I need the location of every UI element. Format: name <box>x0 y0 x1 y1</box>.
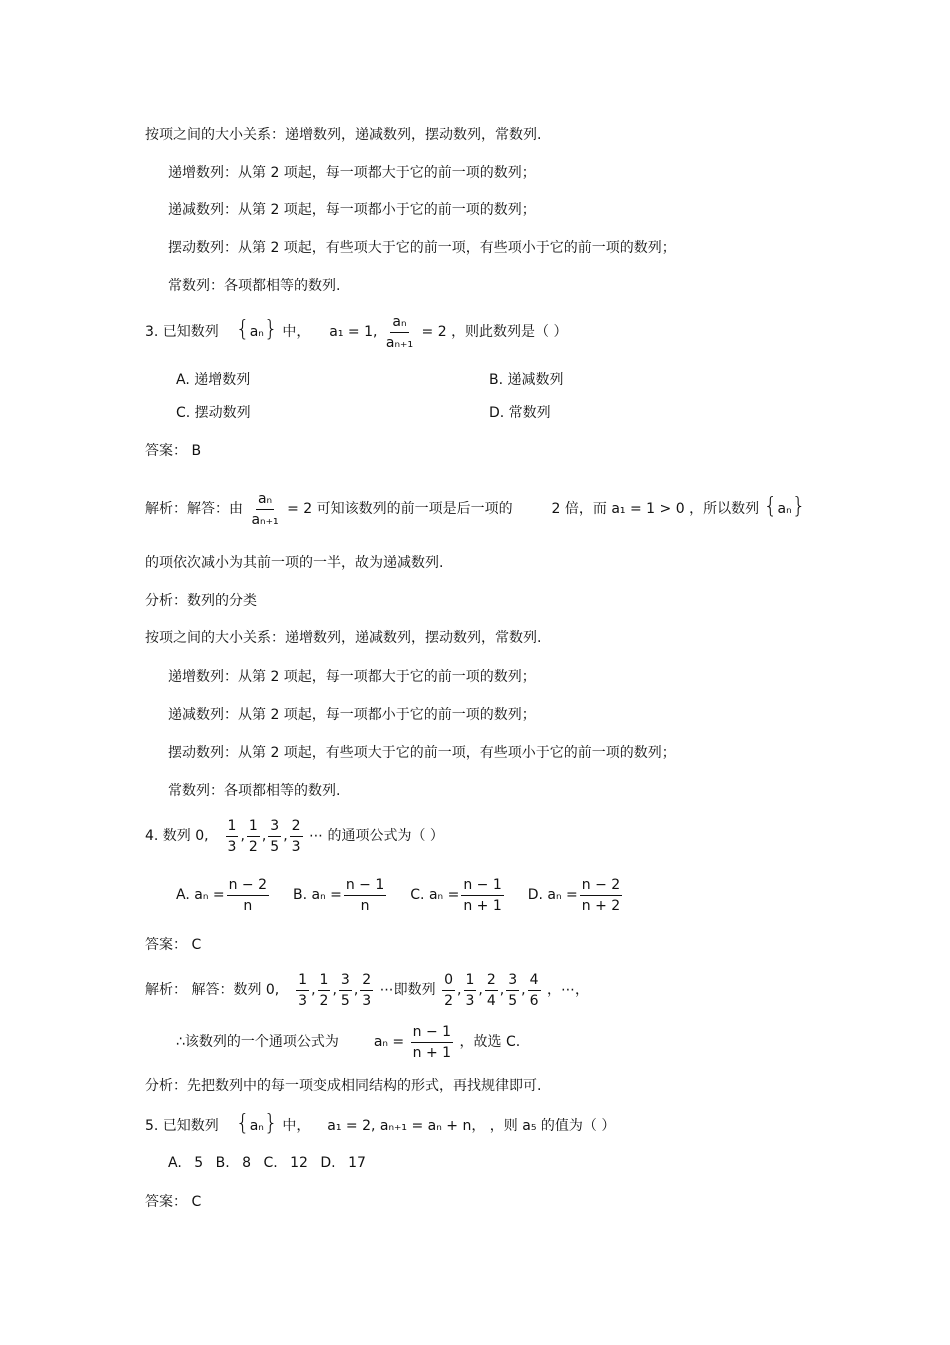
q4-prefix: 4. 数列 0, <box>145 828 209 844</box>
q4-ana-fraction-b-den: 2 <box>444 992 454 1009</box>
q4-option-fraction <box>344 875 386 916</box>
q3-option-d: D. 常数列 <box>489 405 551 421</box>
question-4 <box>145 814 444 858</box>
q4-ana-fraction-b-den: 5 <box>508 992 518 1009</box>
q4-option-lhs: aₙ = <box>194 887 225 903</box>
comma: , <box>311 982 316 998</box>
q3-cond: a₁ = 1, <box>329 324 378 340</box>
classification-line-2: 按项之间的大小关系：递增数列，递减数列，摆动数列，常数列. <box>145 630 542 646</box>
q4-ana-fraction-den: 3 <box>298 992 308 1009</box>
q4-fraction-den: 3 <box>291 838 301 855</box>
comma: , <box>499 982 505 998</box>
question-3 <box>145 310 568 353</box>
q4-ana-fraction-num: 2 <box>360 970 373 991</box>
q4-ana-fraction <box>318 970 331 1011</box>
q3-ana-frac-den: aₙ₊₁ <box>251 511 279 528</box>
q3-analysis <box>145 487 806 530</box>
q4-option-label: B. <box>293 887 312 903</box>
q4-answer: 答案： C <box>145 937 202 953</box>
q4-ana-fraction-b-num: 4 <box>528 970 541 991</box>
q4-ana-fraction-b-num: 1 <box>464 970 477 991</box>
comma: , <box>240 828 245 844</box>
q4-option-fraction <box>227 875 269 916</box>
brace-open: { <box>235 1111 250 1136</box>
q4-analysis <box>145 968 589 1012</box>
brace-close: } <box>263 1111 278 1136</box>
comma: , <box>261 828 267 844</box>
q4-option-list <box>176 876 646 914</box>
q4-ana-fraction-den: 5 <box>340 992 350 1009</box>
q4-ana-prefix: 解析： 解答：数列 0, <box>145 982 280 998</box>
q4-ana-fraction-b <box>528 970 541 1011</box>
q4-option-fraction-den: n + 1 <box>463 897 502 914</box>
q5-prefix: 5. 已知数列 <box>145 1118 219 1134</box>
q4-fraction <box>290 816 303 857</box>
brace-close: } <box>791 494 806 519</box>
q4-fraction-den: 3 <box>227 838 237 855</box>
comma: , <box>457 982 462 998</box>
comma: , <box>332 982 337 998</box>
q5-mid: 中， <box>282 1118 311 1134</box>
increasing-def-2: 递增数列：从第 2 项起，每一项都大于它的前一项的数列； <box>168 669 536 685</box>
q4-option-fraction-num: n − 1 <box>461 875 503 896</box>
q4-ana-tail: ，⋯， <box>547 982 589 998</box>
q5-options: A. 5 B. 8 C. 12 D. 17 <box>168 1155 366 1171</box>
q4-fraction <box>247 816 260 857</box>
q4-option-fraction-den: n <box>360 897 370 914</box>
q4-ana-fraction-list <box>294 971 375 1009</box>
q4-suffix: ⋯ 的通项公式为（ ） <box>309 828 444 844</box>
q3-mid: 中， <box>282 324 311 340</box>
q4-option-fraction-den: n + 2 <box>581 897 621 914</box>
seq-symbol: aₙ <box>249 1118 264 1134</box>
q4-ana-fraction-b-num: 2 <box>485 970 498 991</box>
q4-fraction-num: 2 <box>290 816 303 837</box>
q4-t-lhs: aₙ = <box>373 1034 405 1050</box>
q4-fenxi: 分析：先把数列中的每一项变成相同结构的形式，再找规律即可. <box>145 1078 542 1094</box>
q4-fraction-list <box>224 817 305 855</box>
q4-fraction-den: 5 <box>270 838 280 855</box>
q4-option-fraction <box>461 875 503 916</box>
q4-fraction <box>268 816 281 857</box>
q3-option-c: C. 摆动数列 <box>176 405 251 421</box>
q4-option-fraction <box>580 875 622 916</box>
q3-ana-cond: a₁ = 1 > 0 <box>611 501 685 517</box>
q4-ana-mid: ⋯即数列 <box>379 982 436 998</box>
q4-fraction-num: 3 <box>268 816 281 837</box>
constant-def-2: 常数列：各项都相等的数列. <box>168 783 341 799</box>
q4-ana-fraction-b-num: 0 <box>442 970 455 991</box>
q4-ana-fraction-den: 3 <box>362 992 372 1009</box>
q4-ana-fraction-num: 1 <box>296 970 309 991</box>
q3-option-b: B. 递减数列 <box>489 372 564 388</box>
q4-option-lhs: aₙ = <box>547 887 578 903</box>
q4-fraction-num: 1 <box>247 816 260 837</box>
q4-option-lhs: aₙ = <box>428 887 460 903</box>
q4-ana-fraction <box>360 970 373 1011</box>
q4-ana-fraction-b <box>464 970 477 1011</box>
q3-analysis-line2: 的项依次减小为其前一项的一半，故为递减数列. <box>145 555 444 571</box>
q3-fraction <box>384 312 415 353</box>
q3-prefix: 3. 已知数列 <box>145 324 219 340</box>
q4-option-label: A. <box>176 887 195 903</box>
q4-therefore-line <box>176 1020 520 1064</box>
comma: , <box>478 982 483 998</box>
comma: , <box>521 982 526 998</box>
q4-option-label: C. <box>410 887 429 903</box>
q4-option <box>293 876 388 914</box>
q3-suffix: ，则此数列是（ ） <box>451 324 568 340</box>
q4-ana-fraction-b <box>506 970 519 1011</box>
q4-t-fraction <box>411 1022 453 1063</box>
oscillating-def: 摆动数列：从第 2 项起，有些项大于它的前一项，有些项小于它的前一项的数列； <box>168 240 676 256</box>
q4-option-fraction-num: n − 2 <box>580 875 622 896</box>
q4-option-fraction-num: n − 1 <box>344 875 386 896</box>
q4-ana-fraction-b-den: 4 <box>486 992 496 1009</box>
q3-ana-mid2: 2 倍，而 <box>551 501 607 517</box>
q3-ana-fraction <box>249 489 280 530</box>
q4-t-tail: ，故选 C. <box>459 1034 521 1050</box>
brace-close: } <box>263 317 278 342</box>
comma: , <box>353 982 359 998</box>
q4-t-den: n + 1 <box>412 1044 452 1061</box>
decreasing-def-2: 递减数列：从第 2 项起，每一项都小于它的前一项的数列； <box>168 707 536 723</box>
q3-fenxi: 分析：数列的分类 <box>145 593 257 609</box>
increasing-def: 递增数列：从第 2 项起，每一项都大于它的前一项的数列； <box>168 165 536 181</box>
q4-option-fraction-num: n − 2 <box>227 875 269 896</box>
q4-t-num: n − 1 <box>411 1022 453 1043</box>
q4-ana-fraction-b <box>442 970 455 1011</box>
q4-ana-fraction <box>296 970 309 1011</box>
q3-ana-mid3: ，所以数列 <box>689 501 760 517</box>
question-5 <box>145 1108 615 1142</box>
q3-ana-frac-num: aₙ <box>256 489 274 510</box>
q3-eq: = 2 <box>421 324 447 340</box>
brace-open: { <box>763 494 778 519</box>
q5-cond: a₁ = 2, aₙ₊₁ = aₙ + n， <box>327 1118 486 1134</box>
oscillating-def-2: 摆动数列：从第 2 项起，有些项大于它的前一项，有些项小于它的前一项的数列； <box>168 745 676 761</box>
q4-ana-fraction-num: 3 <box>339 970 352 991</box>
q4-ana-fraction-num: 1 <box>318 970 331 991</box>
q4-therefore: ∴该数列的一个通项公式为 <box>176 1034 339 1050</box>
q4-option-lhs: aₙ = <box>311 887 342 903</box>
classification-line: 按项之间的大小关系：递增数列，递减数列，摆动数列，常数列. <box>145 127 542 143</box>
q4-option <box>527 876 624 914</box>
q4-options <box>176 873 646 917</box>
q5-answer: 答案： C <box>145 1194 202 1210</box>
q4-fraction-num: 1 <box>226 816 239 837</box>
q4-ana-fraction-b-den: 3 <box>465 992 475 1009</box>
q3-option-a: A. 递增数列 <box>176 372 251 388</box>
q3-ana-mid: = 2 可知该数列的前一项是后一项的 <box>287 501 513 517</box>
brace-open: { <box>235 317 250 342</box>
q4-ana-fraction-b <box>485 970 498 1011</box>
q4-fraction <box>226 816 239 857</box>
q5-suffix: ，则 a₅ 的值为（ ） <box>489 1118 616 1134</box>
q4-option <box>176 876 271 914</box>
q4-ana-fraction-b-num: 3 <box>506 970 519 991</box>
comma: , <box>283 828 288 844</box>
q4-ana-fraction <box>339 970 352 1011</box>
q3-ana-prefix: 解析：解答：由 <box>145 501 243 517</box>
q4-option-label: D. <box>527 887 548 903</box>
decreasing-def: 递减数列：从第 2 项起，每一项都小于它的前一项的数列； <box>168 202 536 218</box>
seq-symbol: aₙ <box>777 501 792 517</box>
constant-def: 常数列：各项都相等的数列. <box>168 278 341 294</box>
q4-fraction-den: 2 <box>248 838 258 855</box>
q3-frac-den: aₙ₊₁ <box>385 334 414 351</box>
seq-symbol: aₙ <box>249 324 264 340</box>
q4-option <box>410 876 505 914</box>
q3-answer: 答案： B <box>145 443 202 459</box>
q4-ana-fraction-list-2 <box>440 971 542 1009</box>
q4-ana-fraction-den: 2 <box>319 992 329 1009</box>
q3-frac-num: aₙ <box>390 312 408 333</box>
q4-option-fraction-den: n <box>243 897 253 914</box>
q4-ana-fraction-b-den: 6 <box>529 992 539 1009</box>
